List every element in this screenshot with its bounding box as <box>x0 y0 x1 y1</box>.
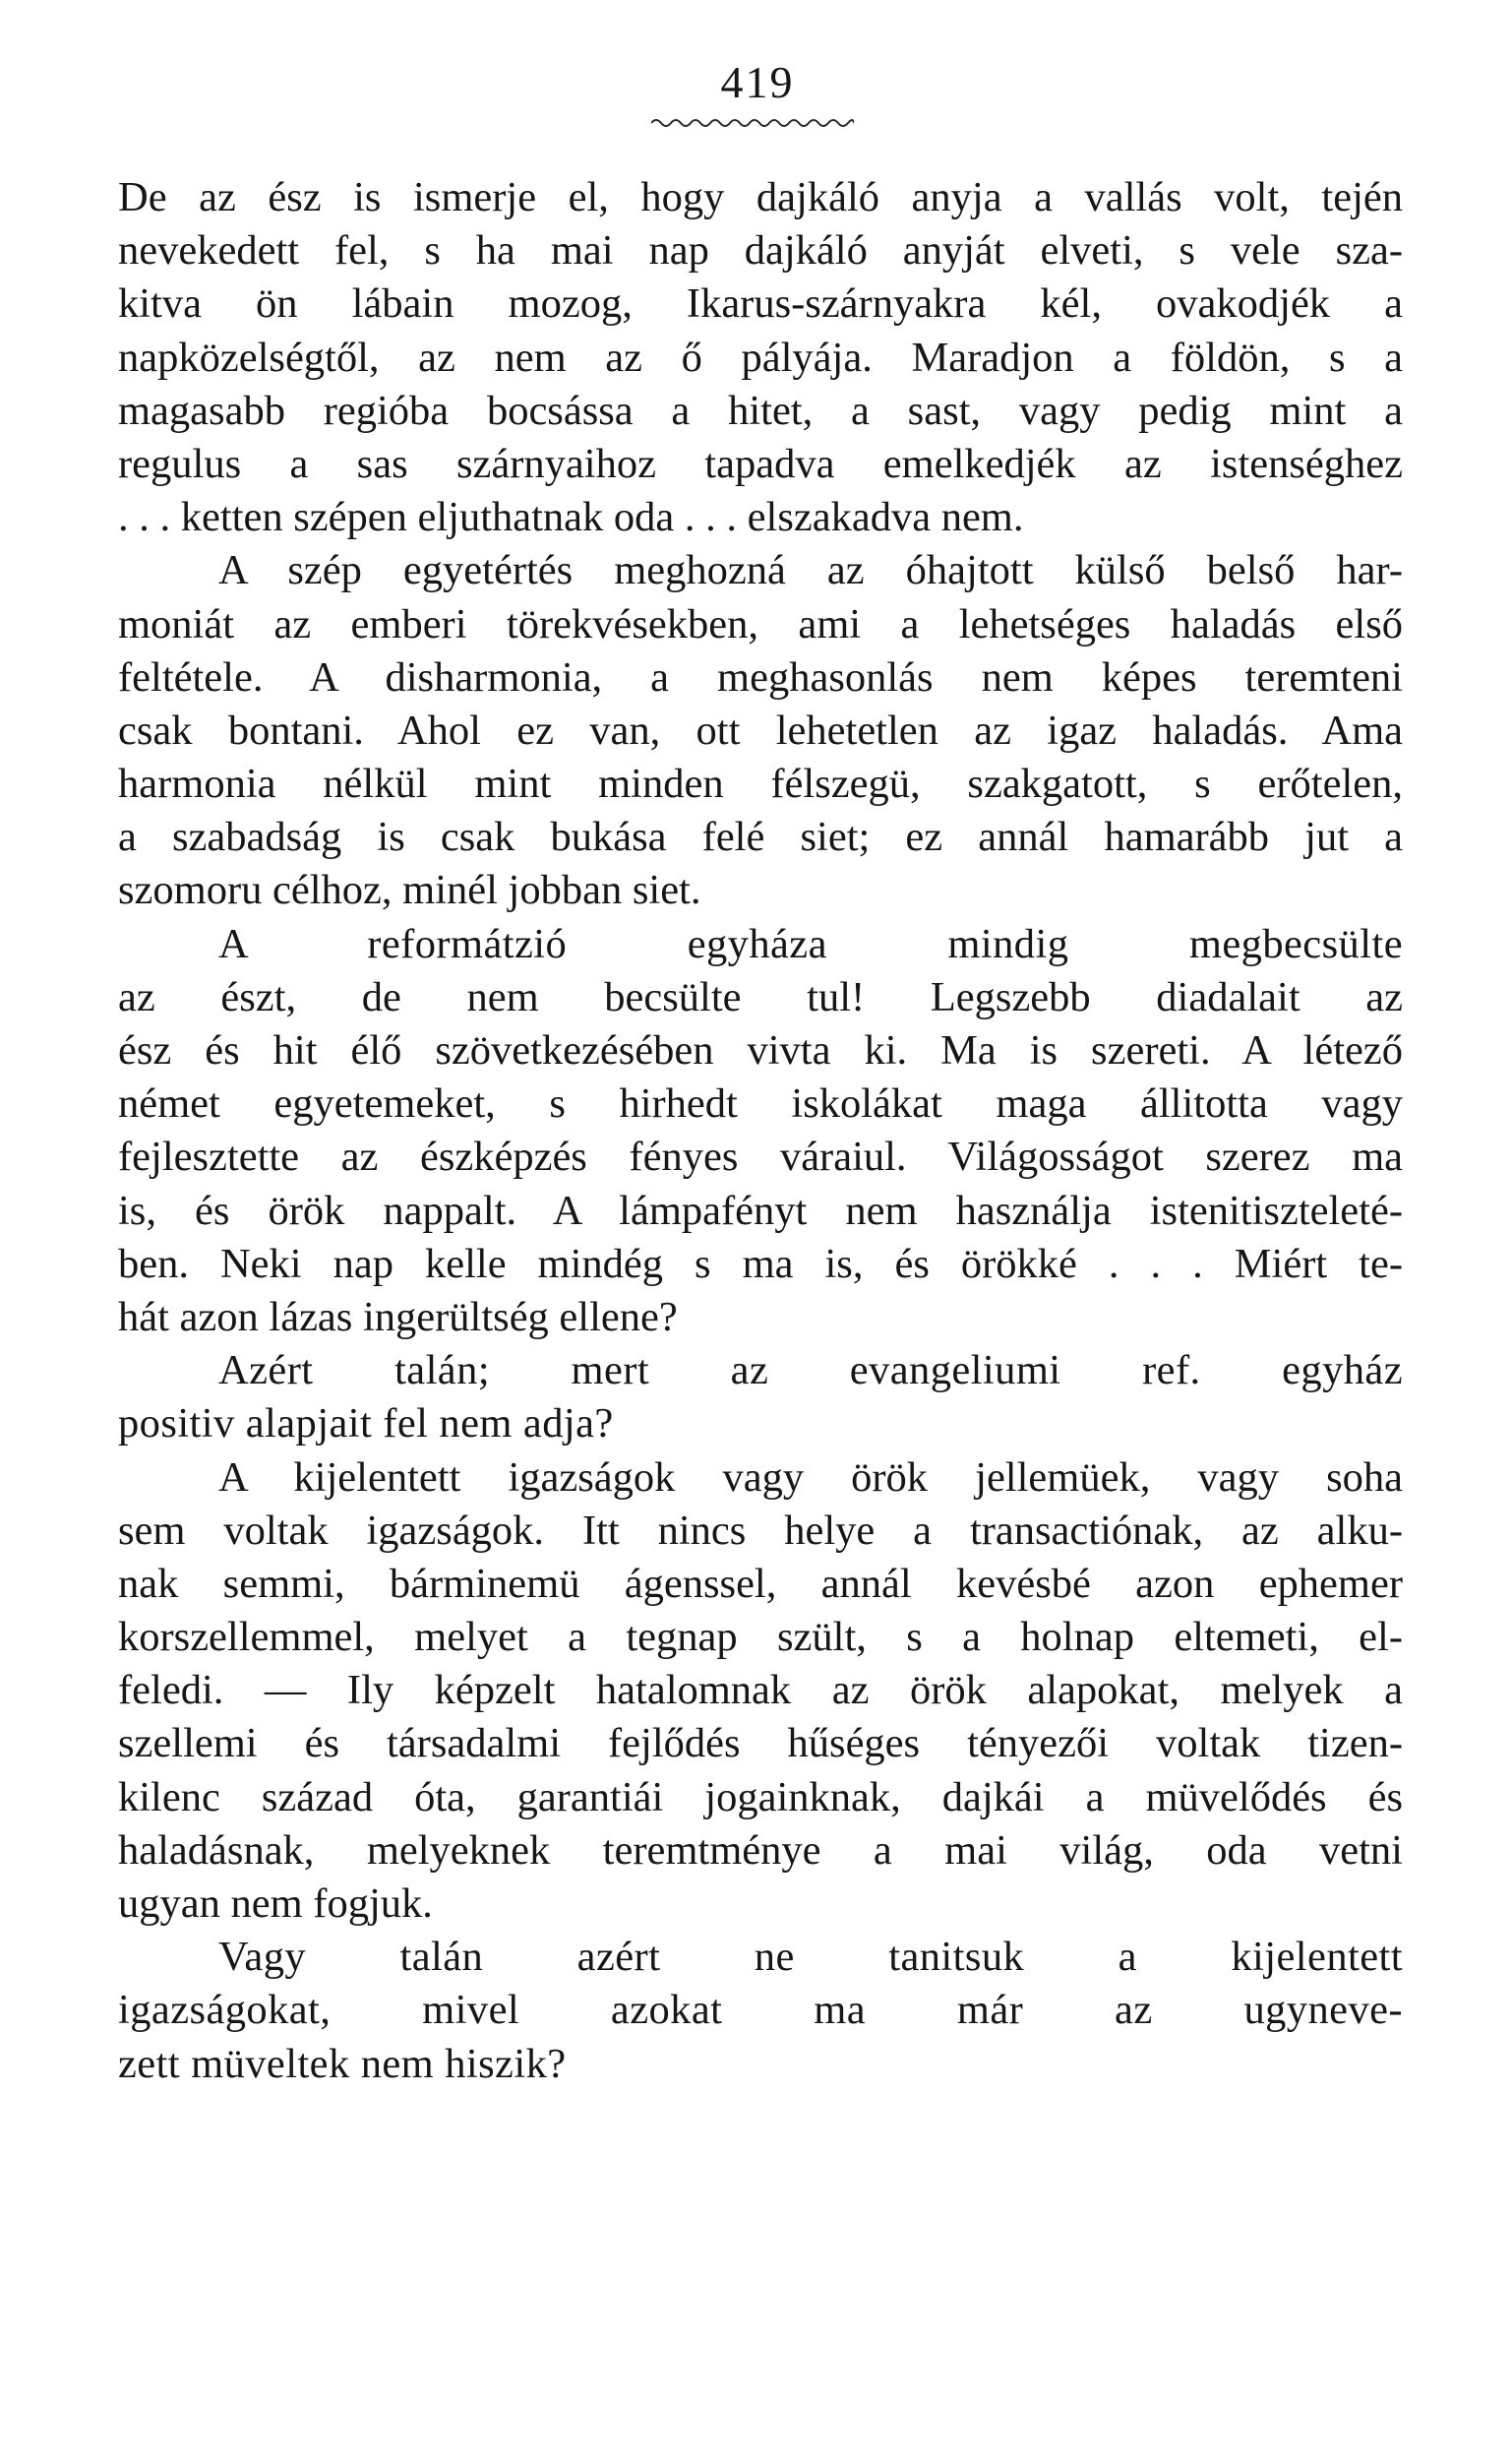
text-line: positiv alapjait fel nem adja? <box>118 1400 614 1447</box>
text-line: nevekedett fel, s ha mai nap dajkáló anyját elveti, s vele sza- <box>118 227 1403 275</box>
page-number: 419 <box>720 57 795 107</box>
text-line: zett müveltek nem hiszik? <box>118 2040 567 2087</box>
text-line: fejlesztette az észképzés fényes váraiul. Világosságot szerez ma <box>118 1134 1403 1181</box>
text-line: A szép egyetértés meghozná az óhajtott külső belső har- <box>218 547 1403 594</box>
text-line: . . . ketten szépen eljuthatnak oda . . . elszakadva nem. <box>118 494 1024 541</box>
text-line: regulus a sas szárnyaihoz tapadva emelkedjék az istenséghez <box>118 440 1403 487</box>
paragraph <box>118 171 1403 544</box>
text-line: feltétele. A disharmonia, a meghasonlás nem képes teremteni <box>118 653 1403 701</box>
text-line: nak semmi, bárminemü ágenssel, annál kevésbé azon ephemer <box>118 1560 1403 1607</box>
text-body <box>118 171 1403 2091</box>
text-line: feledi. — Ily képzelt hatalomnak az örök alapokat, melyek a <box>118 1667 1403 1714</box>
text-line: De az ész is ismerje el, hogy dajkáló anyja a vallás volt, tején <box>118 174 1403 220</box>
text-line: német egyetemeket, s hirhedt iskolákat maga állitotta vagy <box>118 1080 1403 1128</box>
text-line: szomoru célhoz, minél jobban siet. <box>118 867 701 914</box>
text-line: moniát az emberi törekvésekben, ami a lehetséges haladás első <box>118 600 1403 647</box>
paragraph <box>118 1451 1403 1932</box>
text-line: Vagy talán azért ne tanitsuk a kijelentett <box>218 1934 1403 1981</box>
text-line: hát azon lázas ingerültség ellene? <box>118 1293 678 1340</box>
text-line: a szabadság is csak bukása felé siet; ez annál hamarább jut a <box>118 814 1403 861</box>
text-line: harmonia nélkül mint minden félszegü, szakgatott, s erőtelen, <box>118 761 1403 808</box>
text-line: haladásnak, melyeknek teremtménye a mai világ, oda vetni <box>118 1826 1403 1874</box>
text-line: is, és örök nappalt. A lámpafényt nem használja istenitiszteleté- <box>118 1187 1403 1234</box>
paragraph <box>118 1344 1403 1450</box>
paragraph <box>118 918 1403 1345</box>
text-line: napközelségtől, az nem az ő pályája. Maradjon a földön, s a <box>118 334 1403 381</box>
text-line: sem voltak igazságok. Itt nincs helye a transactiónak, az alku- <box>118 1507 1403 1554</box>
text-line: A reformátzió egyháza mindig megbecsülte <box>218 920 1403 967</box>
text-line: az észt, de nem becsülte tul! Legszebb diadalait az <box>118 973 1403 1020</box>
text-line: magasabb regióba bocsássa a hitet, a sast, vagy pedig mint a <box>118 387 1403 434</box>
text-line: ugyan nem fogjuk. <box>118 1880 433 1927</box>
text-line: ben. Neki nap kelle mindég s ma is, és örökké . . . Miért te- <box>118 1240 1403 1287</box>
text-line: Azért talán; mert az evangeliumi ref. egyház <box>218 1347 1403 1394</box>
text-line: csak bontani. Ahol ez van, ott lehetetlen az igaz haladás. Ama <box>118 707 1403 754</box>
paragraph <box>118 1931 1403 2091</box>
text-line: kitva ön lábain mozog, Ikarus-szárnyakra kél, ovakodjék a <box>118 280 1403 328</box>
text-line: A kijelentett igazságok vagy örök jellemüek, vagy soha <box>218 1453 1403 1501</box>
text-line: kilenc század óta, garantiái jogainknak, dajkái a müvelődés és <box>118 1773 1403 1820</box>
text-line: ész és hit élő szövetkezésében vivta ki. Ma is szereti. A létező <box>118 1027 1403 1074</box>
text-line: szellemi és társadalmi fejlődés hűséges tényezői voltak tizen- <box>118 1720 1403 1767</box>
text-line: korszellemmel, melyet a tegnap szült, s a holnap eltemeti, el- <box>118 1614 1403 1661</box>
text-line: igazságokat, mivel azokat ma már az ugyneve- <box>118 1987 1403 2034</box>
paragraph <box>118 544 1403 917</box>
wavy-rule-ornament <box>651 116 854 130</box>
